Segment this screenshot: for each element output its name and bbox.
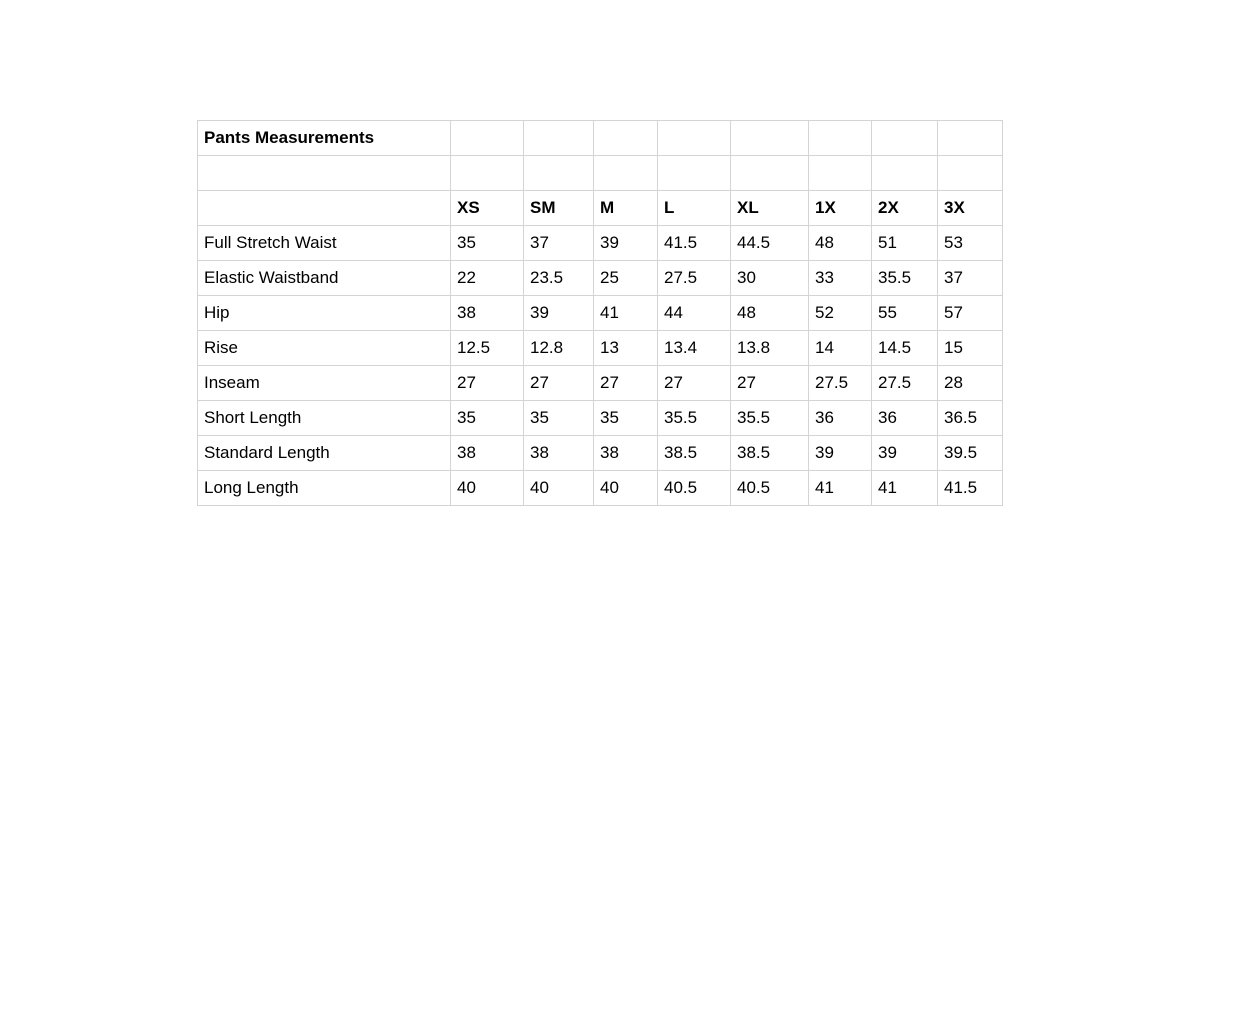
measurement-value: 35.5 bbox=[658, 401, 731, 436]
measurement-value: 53 bbox=[938, 226, 1003, 261]
measurement-value: 40.5 bbox=[658, 471, 731, 506]
measurement-value: 14.5 bbox=[872, 331, 938, 366]
measurement-value: 35 bbox=[451, 401, 524, 436]
measurement-value: 48 bbox=[731, 296, 809, 331]
measurement-value: 48 bbox=[809, 226, 872, 261]
measurement-label: Short Length bbox=[198, 401, 451, 436]
measurement-value: 38 bbox=[451, 296, 524, 331]
empty-cell bbox=[524, 156, 594, 191]
size-header-m: M bbox=[594, 191, 658, 226]
empty-cell bbox=[658, 121, 731, 156]
empty-cell bbox=[872, 156, 938, 191]
size-header-xs: XS bbox=[451, 191, 524, 226]
measurement-value: 27.5 bbox=[809, 366, 872, 401]
empty-cell bbox=[872, 121, 938, 156]
table-row bbox=[198, 331, 1003, 366]
empty-cell bbox=[451, 156, 524, 191]
measurement-value: 41 bbox=[594, 296, 658, 331]
measurement-value: 13.4 bbox=[658, 331, 731, 366]
empty-cell bbox=[938, 156, 1003, 191]
size-header-sm: SM bbox=[524, 191, 594, 226]
measurement-label: Rise bbox=[198, 331, 451, 366]
table-row bbox=[198, 226, 1003, 261]
measurement-value: 27 bbox=[524, 366, 594, 401]
empty-cell bbox=[731, 121, 809, 156]
measurement-value: 38 bbox=[594, 436, 658, 471]
measurement-value: 55 bbox=[872, 296, 938, 331]
measurement-value: 40 bbox=[524, 471, 594, 506]
measurement-value: 37 bbox=[938, 261, 1003, 296]
empty-cell bbox=[198, 156, 451, 191]
spacer-row bbox=[198, 156, 1003, 191]
measurement-value: 35 bbox=[524, 401, 594, 436]
measurement-value: 52 bbox=[809, 296, 872, 331]
measurement-value: 13 bbox=[594, 331, 658, 366]
table-row bbox=[198, 261, 1003, 296]
table-title: Pants Measurements bbox=[198, 121, 451, 156]
empty-cell bbox=[594, 121, 658, 156]
measurement-value: 41 bbox=[809, 471, 872, 506]
measurement-value: 39 bbox=[809, 436, 872, 471]
measurement-value: 37 bbox=[524, 226, 594, 261]
empty-cell bbox=[524, 121, 594, 156]
measurement-value: 51 bbox=[872, 226, 938, 261]
measurement-value: 40 bbox=[594, 471, 658, 506]
measurement-label: Full Stretch Waist bbox=[198, 226, 451, 261]
measurement-value: 25 bbox=[594, 261, 658, 296]
empty-cell bbox=[198, 191, 451, 226]
measurement-value: 14 bbox=[809, 331, 872, 366]
measurement-value: 41.5 bbox=[658, 226, 731, 261]
empty-cell bbox=[809, 156, 872, 191]
measurement-value: 36.5 bbox=[938, 401, 1003, 436]
measurement-value: 27 bbox=[658, 366, 731, 401]
measurement-value: 12.5 bbox=[451, 331, 524, 366]
empty-cell bbox=[658, 156, 731, 191]
measurement-value: 13.8 bbox=[731, 331, 809, 366]
size-header-xl: XL bbox=[731, 191, 809, 226]
measurement-value: 38.5 bbox=[731, 436, 809, 471]
pants-measurements-sheet bbox=[197, 120, 1003, 506]
size-header-1x: 1X bbox=[809, 191, 872, 226]
measurement-value: 23.5 bbox=[524, 261, 594, 296]
measurement-label: Standard Length bbox=[198, 436, 451, 471]
measurement-value: 36 bbox=[872, 401, 938, 436]
measurement-value: 27 bbox=[731, 366, 809, 401]
table-row bbox=[198, 296, 1003, 331]
measurement-value: 33 bbox=[809, 261, 872, 296]
measurement-value: 57 bbox=[938, 296, 1003, 331]
measurement-label: Inseam bbox=[198, 366, 451, 401]
measurement-value: 35.5 bbox=[872, 261, 938, 296]
title-row bbox=[198, 121, 1003, 156]
empty-cell bbox=[451, 121, 524, 156]
size-header-row bbox=[198, 191, 1003, 226]
measurement-value: 28 bbox=[938, 366, 1003, 401]
measurement-value: 41.5 bbox=[938, 471, 1003, 506]
measurement-value: 27.5 bbox=[872, 366, 938, 401]
measurement-label: Long Length bbox=[198, 471, 451, 506]
measurement-value: 27 bbox=[594, 366, 658, 401]
measurement-value: 15 bbox=[938, 331, 1003, 366]
measurement-value: 39 bbox=[524, 296, 594, 331]
measurement-value: 41 bbox=[872, 471, 938, 506]
pants-measurements-table bbox=[197, 120, 1003, 506]
measurement-value: 35.5 bbox=[731, 401, 809, 436]
measurement-value: 40.5 bbox=[731, 471, 809, 506]
empty-cell bbox=[594, 156, 658, 191]
measurement-value: 38.5 bbox=[658, 436, 731, 471]
measurement-value: 35 bbox=[451, 226, 524, 261]
measurement-value: 38 bbox=[451, 436, 524, 471]
size-header-l: L bbox=[658, 191, 731, 226]
measurement-value: 27 bbox=[451, 366, 524, 401]
table-row bbox=[198, 401, 1003, 436]
measurement-value: 27.5 bbox=[658, 261, 731, 296]
measurement-label: Elastic Waistband bbox=[198, 261, 451, 296]
empty-cell bbox=[938, 121, 1003, 156]
measurement-label: Hip bbox=[198, 296, 451, 331]
table-row bbox=[198, 366, 1003, 401]
measurement-value: 36 bbox=[809, 401, 872, 436]
table-row bbox=[198, 436, 1003, 471]
size-header-3x: 3X bbox=[938, 191, 1003, 226]
measurement-value: 39.5 bbox=[938, 436, 1003, 471]
measurement-value: 22 bbox=[451, 261, 524, 296]
measurement-value: 40 bbox=[451, 471, 524, 506]
measurement-value: 39 bbox=[594, 226, 658, 261]
empty-cell bbox=[731, 156, 809, 191]
empty-cell bbox=[809, 121, 872, 156]
table-row bbox=[198, 471, 1003, 506]
measurement-value: 44 bbox=[658, 296, 731, 331]
measurement-value: 39 bbox=[872, 436, 938, 471]
size-header-2x: 2X bbox=[872, 191, 938, 226]
measurement-value: 30 bbox=[731, 261, 809, 296]
measurement-value: 35 bbox=[594, 401, 658, 436]
measurement-value: 12.8 bbox=[524, 331, 594, 366]
measurement-value: 44.5 bbox=[731, 226, 809, 261]
measurement-value: 38 bbox=[524, 436, 594, 471]
